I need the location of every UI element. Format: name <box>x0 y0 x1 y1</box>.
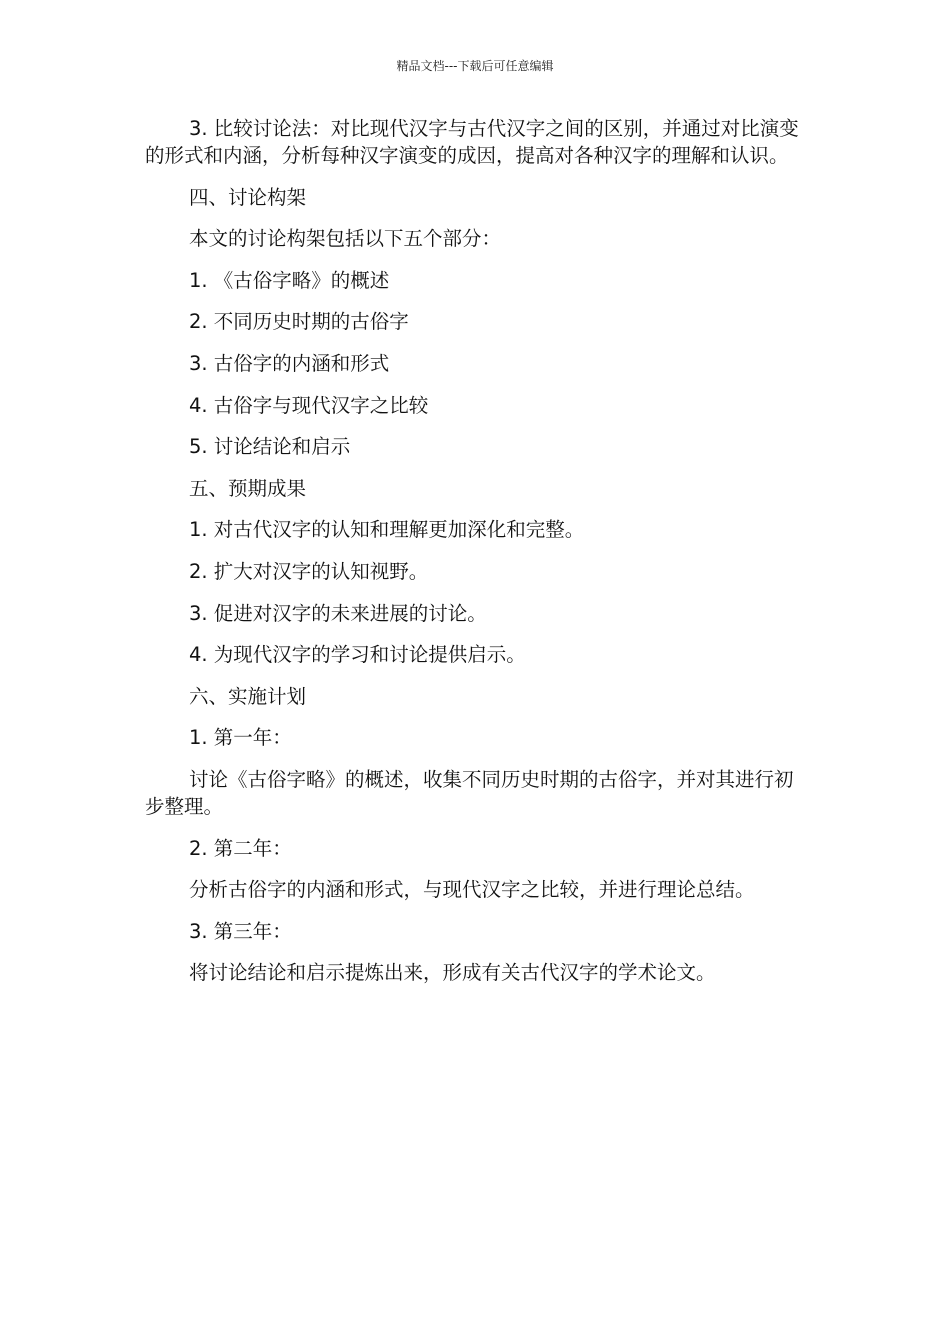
list-item-outcome-2: 2. 扩大对汉字的认知视野。 <box>189 559 429 583</box>
plan-year-2-text: 分析古俗字的内涵和形式，与现代汉字之比较，并进行理论总结。 <box>189 878 755 902</box>
list-item-outcome-1: 1. 对古代汉字的认知和理解更加深化和完整。 <box>189 518 585 542</box>
list-item-framework-4: 4. 古俗字与现代汉字之比较 <box>189 393 429 417</box>
list-item-framework-3: 3. 古俗字的内涵和形式 <box>189 351 390 375</box>
list-item-framework-1: 1. 《古俗字略》的概述 <box>189 268 390 292</box>
page-header: 精品文档---下载后可任意编辑 <box>396 59 554 73</box>
paragraph-framework-intro: 本文的讨论构架包括以下五个部分： <box>189 227 502 251</box>
document-body <box>145 115 805 1001</box>
section-heading-outcomes: 五、预期成果 <box>189 476 307 500</box>
plan-year-3-text: 将讨论结论和启示提炼出来，形成有关古代汉字的学术论文。 <box>189 961 716 985</box>
paragraph-method-3: 3. 比较讨论法：对比现代汉字与古代汉字之间的区别，并通过对比演变的形式和内涵，分析每种汉字演变的成因，提高对各种汉字的理解和认识。 <box>145 117 799 167</box>
list-item-outcome-3: 3. 促进对汉字的未来进展的讨论。 <box>189 601 487 625</box>
section-heading-plan: 六、实施计划 <box>189 684 307 708</box>
plan-year-1-text: 讨论《古俗字略》的概述，收集不同历史时期的古俗字，并对其进行初步整理。 <box>145 767 794 818</box>
plan-year-1-heading: 1. 第一年： <box>189 726 292 750</box>
section-heading-framework: 四、讨论构架 <box>189 185 307 209</box>
plan-year-3-heading: 3. 第三年： <box>189 919 292 943</box>
plan-year-2-heading: 2. 第二年： <box>189 836 292 860</box>
list-item-outcome-4: 4. 为现代汉字的学习和讨论提供启示。 <box>189 643 526 667</box>
list-item-framework-5: 5. 讨论结论和启示 <box>189 435 351 459</box>
list-item-framework-2: 2. 不同历史时期的古俗字 <box>189 310 409 334</box>
